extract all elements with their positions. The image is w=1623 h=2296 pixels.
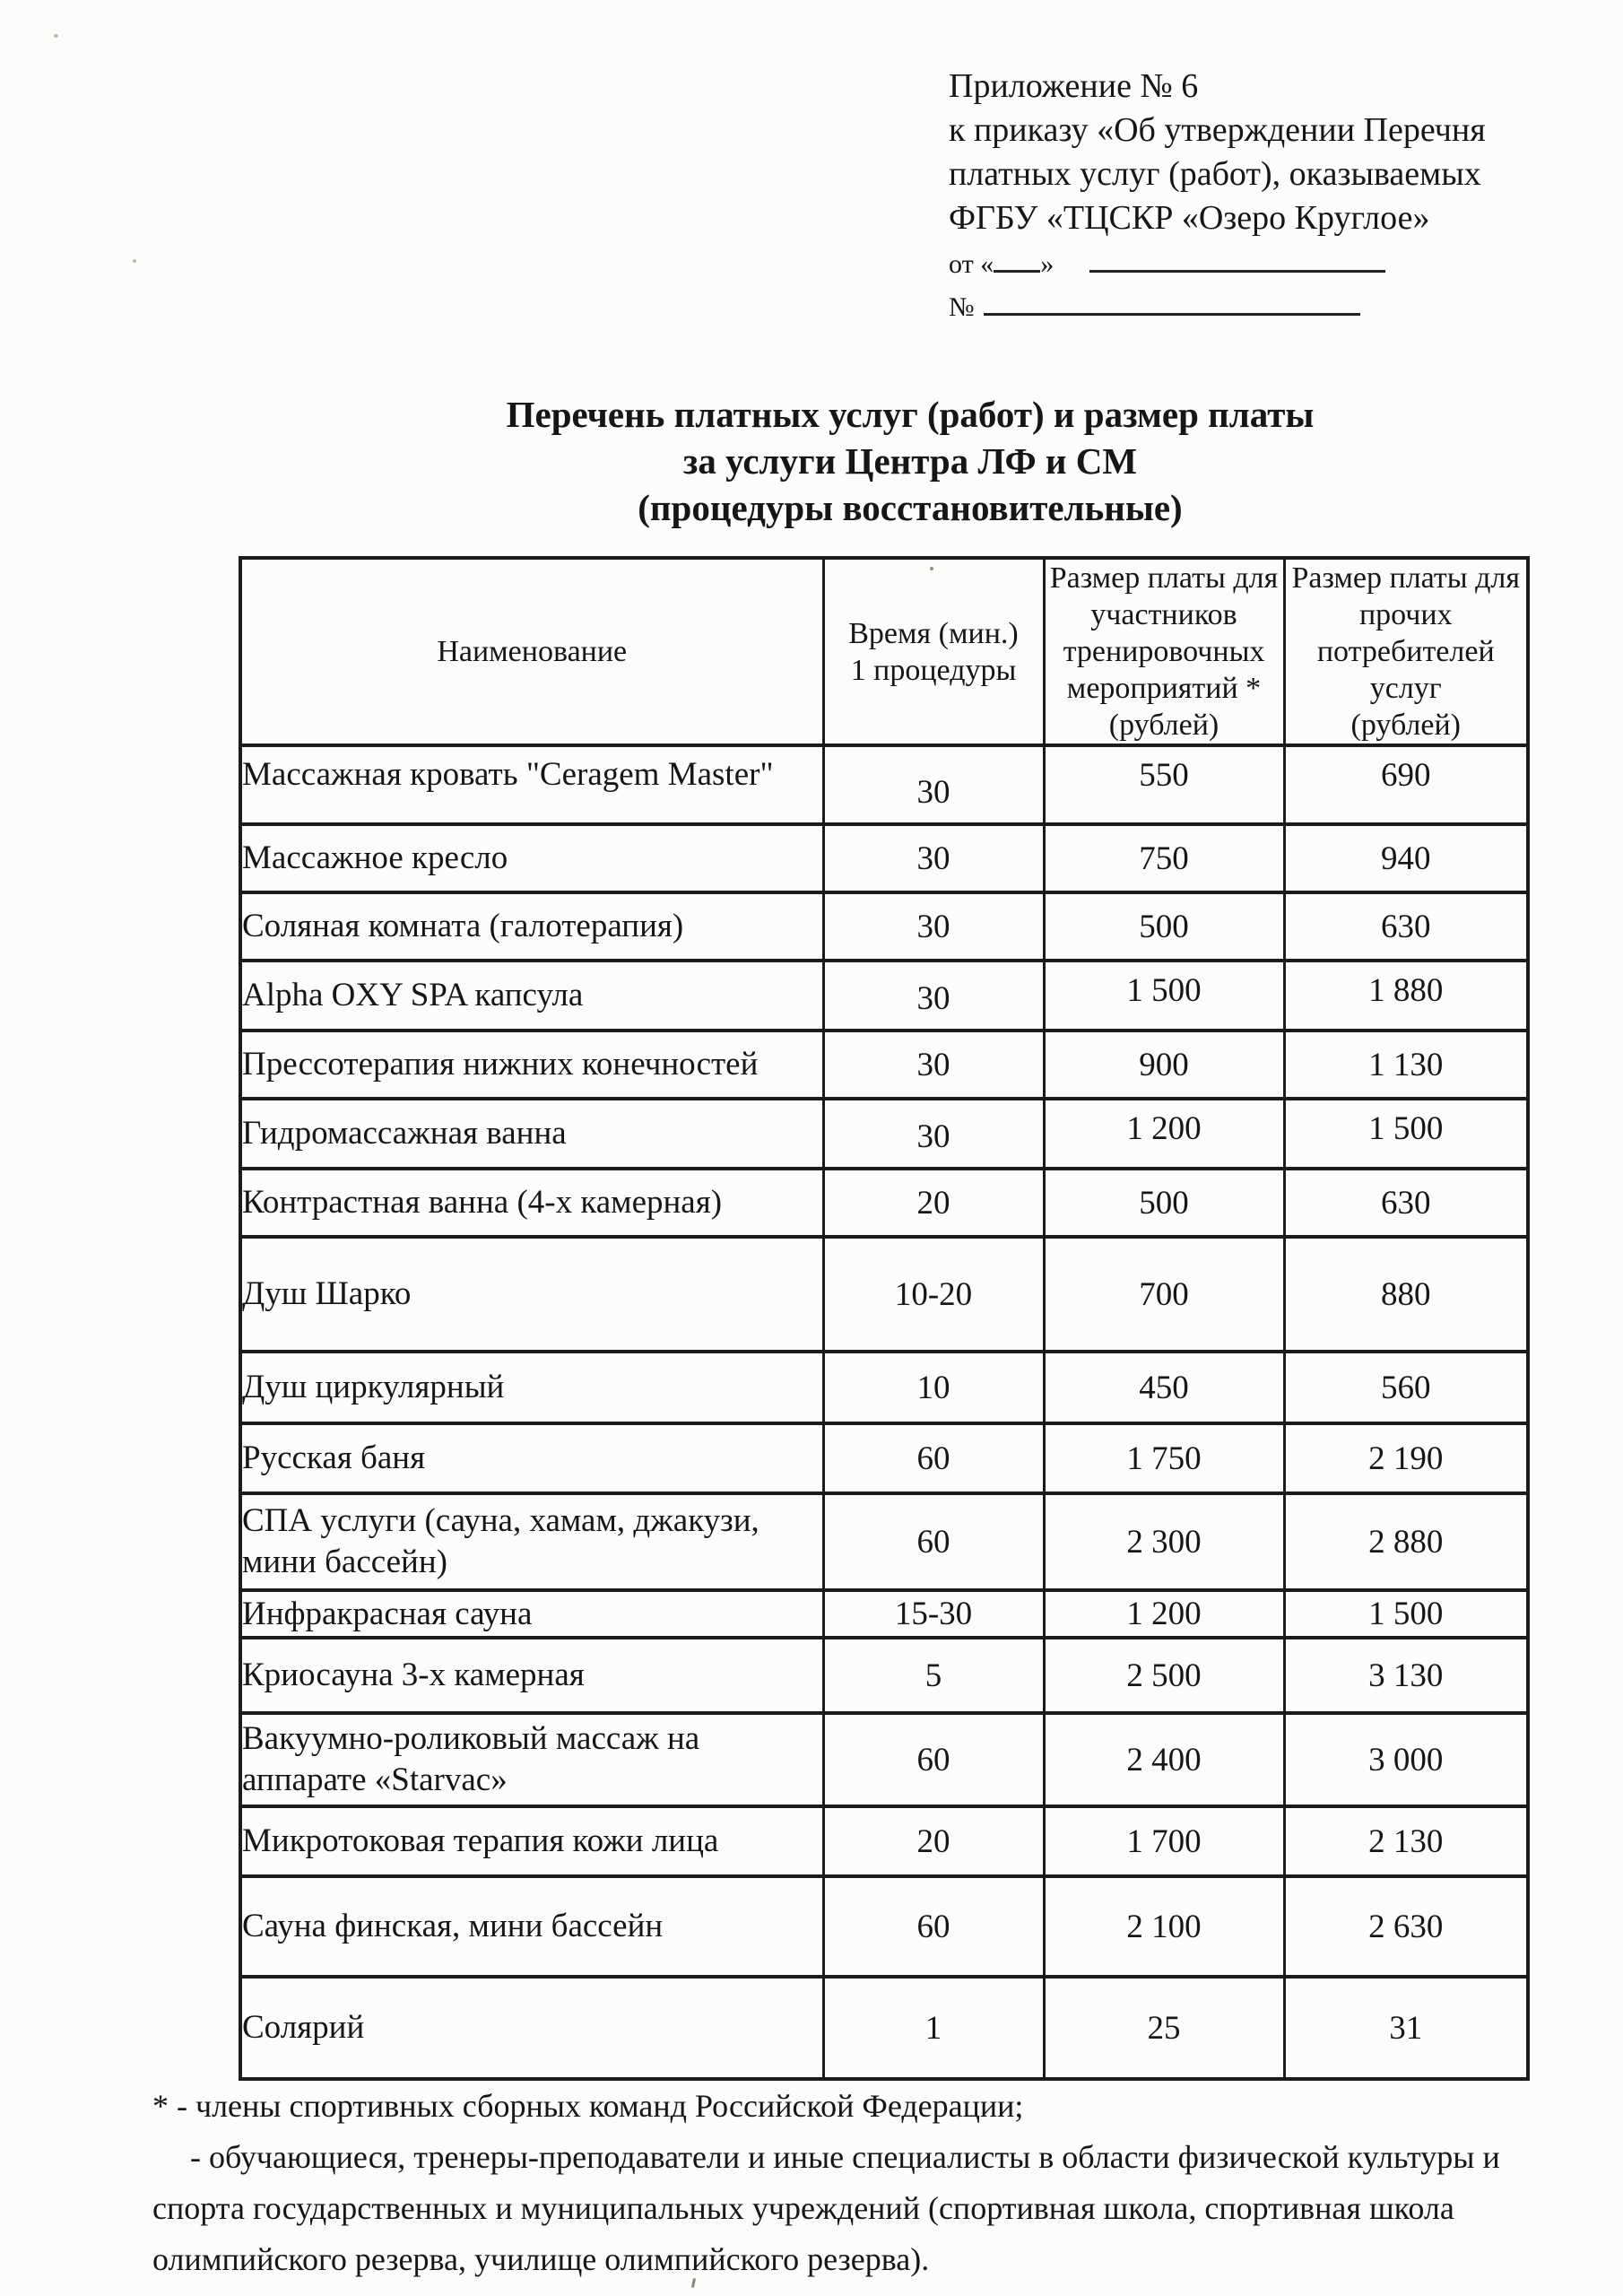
price-others: 940: [1284, 824, 1528, 892]
price-participants: 550: [1044, 745, 1284, 824]
table-row: [240, 1423, 1528, 1493]
service-time: 20: [823, 1169, 1044, 1237]
price-participants: 900: [1044, 1031, 1284, 1099]
table-row: [240, 1352, 1528, 1423]
service-time: 60: [823, 1493, 1044, 1590]
table-row: [240, 1237, 1528, 1352]
service-time: 15-30: [823, 1590, 1044, 1638]
table-row: [240, 1590, 1528, 1638]
table-row: [240, 892, 1528, 961]
price-others: 2 130: [1284, 1806, 1528, 1876]
service-time: 20: [823, 1806, 1044, 1876]
order-number-blank: [984, 290, 1360, 316]
price-participants: 1 200: [1044, 1590, 1284, 1638]
column-header-name: [240, 558, 823, 745]
price-participants: 500: [1044, 892, 1284, 961]
price-participants: 25: [1044, 1977, 1284, 2079]
service-name: Соляная комната (галотерапия): [240, 892, 823, 961]
scan-artifact: [930, 567, 933, 570]
price-participants: 500: [1044, 1169, 1284, 1237]
header-line: прочих: [1358, 598, 1453, 631]
service-name: Инфракрасная сауна: [240, 1590, 823, 1638]
header-line: услуг: [1369, 672, 1442, 705]
order-date-line: [949, 246, 1576, 283]
date-blank: [994, 247, 1040, 273]
service-name: Сауна финская, мини бассейн: [240, 1876, 823, 1977]
appendix-line: ФГБУ «ТЦСКР «Озеро Круглое»: [949, 199, 1430, 237]
service-name: Вакуумно-роликовый массаж на аппарате «Starvac»: [240, 1713, 823, 1806]
service-time: 60: [823, 1876, 1044, 1977]
service-name: Душ циркулярный: [240, 1352, 823, 1423]
service-time: 10-20: [823, 1237, 1044, 1352]
header-line: (рублей): [1350, 709, 1461, 742]
price-others: 880: [1284, 1237, 1528, 1352]
service-name: Массажное кресло: [240, 824, 823, 892]
price-others: 3 000: [1284, 1713, 1528, 1806]
page-title: [269, 391, 1551, 531]
title-line: за услуги Центра ЛФ и СМ: [682, 440, 1138, 482]
order-number-line: [949, 289, 1576, 326]
table-row: [240, 1876, 1528, 1977]
price-others: 1 500: [1284, 1590, 1528, 1638]
title-line: (процедуры восстановительные): [638, 487, 1183, 528]
table-row: [240, 824, 1528, 892]
order-date-prefix: от «: [949, 249, 994, 279]
title-line: Перечень платных услуг (работ) и размер платы: [506, 394, 1315, 435]
scan-artifact: [54, 34, 58, 38]
service-time: 30: [823, 961, 1044, 1031]
price-others: 2 880: [1284, 1493, 1528, 1590]
header-line: Наименование: [437, 635, 628, 668]
service-name: Душ Шарко: [240, 1237, 823, 1352]
service-time: 30: [823, 745, 1044, 824]
service-name: Прессотерапия нижних конечностей: [240, 1031, 823, 1099]
table-row: [240, 1977, 1528, 2079]
service-time: 60: [823, 1713, 1044, 1806]
service-time: 1: [823, 1977, 1044, 2079]
table-row: [240, 1031, 1528, 1099]
table-row: [240, 1806, 1528, 1876]
price-others: 2 190: [1284, 1423, 1528, 1493]
appendix-line: платных услуг (работ), оказываемых: [949, 155, 1481, 193]
price-others: 3 130: [1284, 1638, 1528, 1713]
service-time: 30: [823, 1031, 1044, 1099]
price-participants: 2 500: [1044, 1638, 1284, 1713]
price-participants: 1 700: [1044, 1806, 1284, 1876]
service-name: Контрастная ванна (4-х камерная): [240, 1169, 823, 1237]
header-line: тренировочных: [1063, 635, 1265, 668]
price-others: 690: [1284, 745, 1528, 824]
service-name: Гидромассажная ванна: [240, 1099, 823, 1169]
header-line: потребителей: [1316, 635, 1495, 668]
service-time: 5: [823, 1638, 1044, 1713]
price-table: [239, 556, 1530, 2081]
scan-artifact: [133, 259, 136, 263]
order-number-label: №: [949, 292, 975, 322]
service-time: 60: [823, 1423, 1044, 1493]
service-time: 30: [823, 1099, 1044, 1169]
service-name: СПА услуги (сауна, хамам, джакузи, мини бассейн): [240, 1493, 823, 1590]
price-participants: 1 500: [1044, 961, 1284, 1031]
header-line: (рублей): [1108, 709, 1219, 742]
price-participants: 700: [1044, 1237, 1284, 1352]
price-others: 1 880: [1284, 961, 1528, 1031]
appendix-block: [949, 65, 1576, 326]
column-header-price-participants: [1044, 558, 1284, 745]
table-row: [240, 1638, 1528, 1713]
price-participants: 450: [1044, 1352, 1284, 1423]
price-others: 630: [1284, 1169, 1528, 1237]
service-name: Массажная кровать "Ceragem Master": [240, 745, 823, 824]
header-line: Время (мин.): [848, 616, 1019, 650]
table-row: [240, 1099, 1528, 1169]
service-time: 30: [823, 892, 1044, 961]
date-blank-long: [1089, 247, 1385, 273]
footnote-line-2: - обучающиеся, тренеры-преподаватели и иные специалисты в области физической культуры и спорта государственных и муниципальных учреждений (спортивная школа, спортивная школа олимпийского резерва, училище олимпийского резерва).: [152, 2139, 1500, 2277]
order-date-close: »: [1040, 249, 1055, 279]
column-header-price-others: [1284, 558, 1528, 745]
service-name: Alpha OXY SPA капсула: [240, 961, 823, 1031]
column-header-time: [823, 558, 1044, 745]
service-time: 30: [823, 824, 1044, 892]
table-row: [240, 1493, 1528, 1590]
header-line: мероприятий *: [1066, 672, 1262, 705]
table-row: [240, 961, 1528, 1031]
service-time: 10: [823, 1352, 1044, 1423]
footnote: [152, 2081, 1551, 2285]
price-participants: 1 750: [1044, 1423, 1284, 1493]
footnote-line-1: * - члены спортивных сборных команд Российской Федерации;: [152, 2088, 1024, 2124]
price-others: 560: [1284, 1352, 1528, 1423]
header-line: участников: [1090, 598, 1237, 631]
price-others: 1 500: [1284, 1099, 1528, 1169]
price-participants: 2 400: [1044, 1713, 1284, 1806]
service-name: Криосауна 3-х камерная: [240, 1638, 823, 1713]
table-row: [240, 745, 1528, 824]
appendix-line: Приложение № 6: [949, 67, 1199, 105]
header-line: 1 процедуры: [850, 653, 1017, 687]
service-name: Солярий: [240, 1977, 823, 2079]
service-name: Микротоковая терапия кожи лица: [240, 1806, 823, 1876]
table-row: [240, 1713, 1528, 1806]
appendix-line: к приказу «Об утверждении Перечня: [949, 111, 1486, 149]
price-others: 31: [1284, 1977, 1528, 2079]
table-header-row: [240, 558, 1528, 745]
price-participants: 2 100: [1044, 1876, 1284, 1977]
table-row: [240, 1169, 1528, 1237]
price-others: 630: [1284, 892, 1528, 961]
price-participants: 2 300: [1044, 1493, 1284, 1590]
price-participants: 1 200: [1044, 1099, 1284, 1169]
price-participants: 750: [1044, 824, 1284, 892]
price-others: 1 130: [1284, 1031, 1528, 1099]
header-line: Размер платы для: [1049, 561, 1279, 595]
header-line: Размер платы для: [1291, 561, 1521, 595]
price-others: 2 630: [1284, 1876, 1528, 1977]
service-name: Русская баня: [240, 1423, 823, 1493]
